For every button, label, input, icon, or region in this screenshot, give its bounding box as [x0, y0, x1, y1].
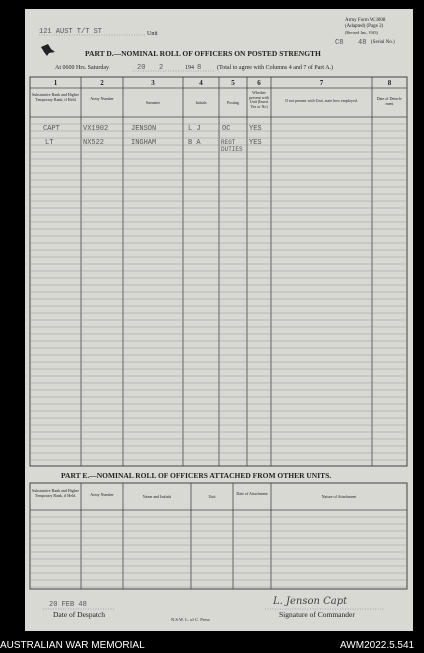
printer-label: N.S.W. L. of C. Press	[171, 617, 210, 622]
row-1-present: YES	[249, 125, 262, 133]
row-1-number: VX1902	[83, 125, 109, 133]
row-1-initials: L J	[188, 125, 201, 133]
part-d-title: PART D.—NOMINAL ROLL OF OFFICERS ON POSTED STRENGTH	[85, 49, 321, 58]
footer-bar	[0, 637, 424, 653]
col-header-rank: Substantive Rank and Higher Temporary Rank, if Held	[32, 92, 79, 102]
unit-label: Unit	[147, 31, 158, 37]
e-col-header-name: Name and Initials	[142, 494, 172, 499]
row-2-number: NX522	[83, 139, 105, 147]
col-header-detachment-date: Date of Detach-ment	[376, 96, 403, 106]
part-e-title: PART E.—NOMINAL ROLL OF OFFICERS ATTACHED FROM OTHER UNITS.	[61, 471, 332, 480]
date-month: 2	[159, 64, 164, 72]
col-num-2: 2	[100, 79, 104, 87]
e-col-header-rank: Substantive Rank and Higher Temporary Rank, if Held.	[32, 488, 79, 498]
row-1-posting: OC	[222, 125, 231, 133]
col-num-5: 5	[231, 79, 235, 87]
form-adapted: (Adapted) (Page 2)	[345, 24, 384, 29]
row-2-posting: REGT DUTIES	[221, 139, 243, 153]
e-col-header-nature: Nature of Attachment	[321, 494, 357, 499]
col-num-8: 8	[387, 79, 392, 87]
year-prefix: 194	[185, 65, 194, 71]
form-number: Army Form W.3008	[345, 18, 386, 23]
col-header-posting: Posting	[226, 100, 239, 105]
row-1-surname: JENSON	[131, 125, 157, 133]
form-revised: (Revised Jan., 1943)	[345, 30, 378, 35]
col-num-3: 3	[151, 79, 155, 87]
row-2-surname: INGHAM	[131, 139, 157, 147]
form-sheet	[25, 9, 413, 631]
instruction-text: (Total to agree with Columns 4 and 7 of Part A.)	[217, 65, 334, 71]
commander-signature: L. Jenson Capt	[273, 596, 348, 607]
serial-value: C8	[335, 39, 344, 47]
footer-institution: AUSTRALIAN WAR MEMORIAL	[0, 640, 145, 651]
e-col-header-unit: Unit	[208, 494, 216, 499]
despatch-label: Date of Despatch	[53, 610, 106, 619]
col-num-7: 7	[319, 79, 324, 87]
serial-value-2: 48	[358, 39, 367, 47]
year-digit: 8	[197, 64, 202, 72]
unit-value: 121 AUST T/T ST	[39, 28, 103, 36]
e-col-header-attachment-date: Date of Attachment	[236, 491, 268, 496]
e-col-header-army-number: Army Number	[90, 492, 114, 497]
col-num-4: 4	[199, 79, 203, 87]
signature-label: Signature of Commander	[279, 610, 355, 619]
col-header-employed: If not present with Unit, state how employed.	[285, 98, 358, 103]
col-header-surname: Surname	[145, 100, 161, 105]
col-header-army-number: Army Number	[90, 96, 114, 101]
serial-label: (Serial No.)	[371, 40, 395, 45]
footer-accession: AWM2022.5.541	[340, 640, 415, 651]
row-2-rank: LT	[45, 139, 54, 147]
col-num-6: 6	[257, 79, 261, 87]
row-2-present: YES	[249, 139, 262, 147]
col-num-1: 1	[53, 79, 58, 87]
row-2-initials: B A	[188, 139, 201, 147]
row-1-rank: CAPT	[43, 125, 60, 133]
col-header-present: Whether present with Unit (Insert Yes or No)	[249, 90, 269, 109]
time-prefix: At 0600 Hrs. Saturday	[55, 65, 109, 71]
despatch-date: 20 FEB 48	[49, 601, 87, 609]
col-header-initials: Initials	[195, 100, 207, 105]
date-day: 20	[137, 64, 146, 72]
